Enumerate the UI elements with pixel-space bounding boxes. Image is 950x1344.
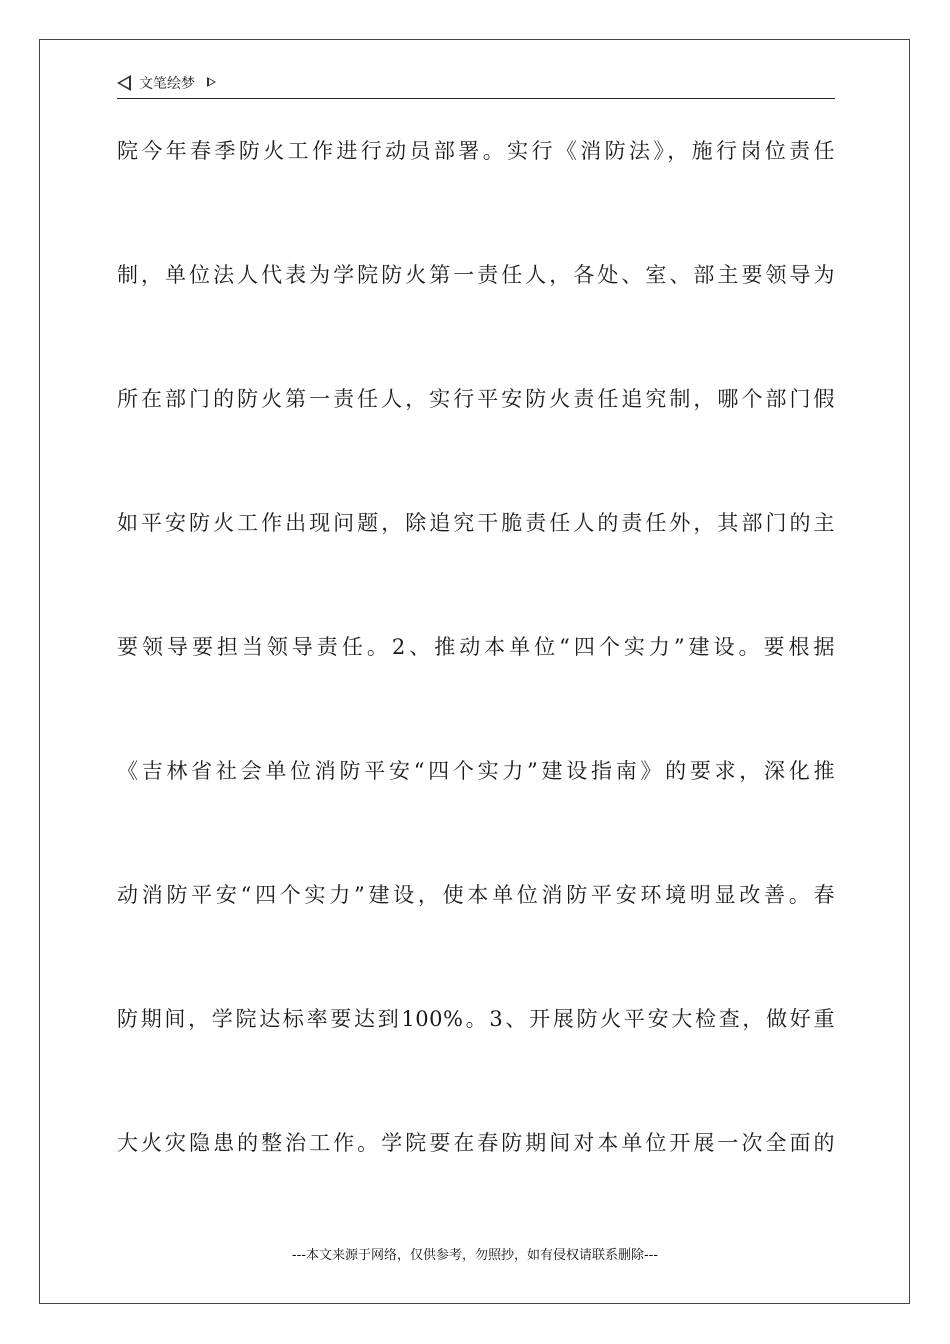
body-line: 所在部门的防火第一责任人，实行平安防火责任追究制，哪个部门假 [117,387,835,411]
right-triangle-icon [207,77,216,87]
body-line: 院今年春季防火工作进行动员部署。实行《消防法》，施行岗位责任 [117,139,835,163]
left-triangle-icon [117,75,131,91]
body-line: 如平安防火工作出现问题，除追究干脆责任人的责任外，其部门的主 [117,511,835,535]
body-line: 要领导要担当领导责任。2、推动本单位“四个实力”建设。要根据 [117,635,835,659]
page-header [117,72,835,99]
body-line: 制，单位法人代表为学院防火第一责任人，各处、室、部主要领导为 [117,263,835,287]
body-line: 动消防平安“四个实力”建设，使本单位消防平安环境明显改善。春 [117,883,835,907]
header-title: 文笔绘梦 [139,76,195,92]
body-line: 大火灾隐患的整治工作。学院要在春防期间对本单位开展一次全面的 [117,1131,835,1155]
page-frame [39,39,910,1304]
body-line: 《吉林省社会单位消防平安“四个实力”建设指南》的要求，深化推 [117,759,835,783]
body-line: 防期间，学院达标率要达到100%。3、开展防火平安大检查，做好重 [117,1007,835,1031]
footer-disclaimer: ---本文来源于网络，仅供参考，勿照抄，如有侵权请联系删除--- [291,1248,659,1263]
